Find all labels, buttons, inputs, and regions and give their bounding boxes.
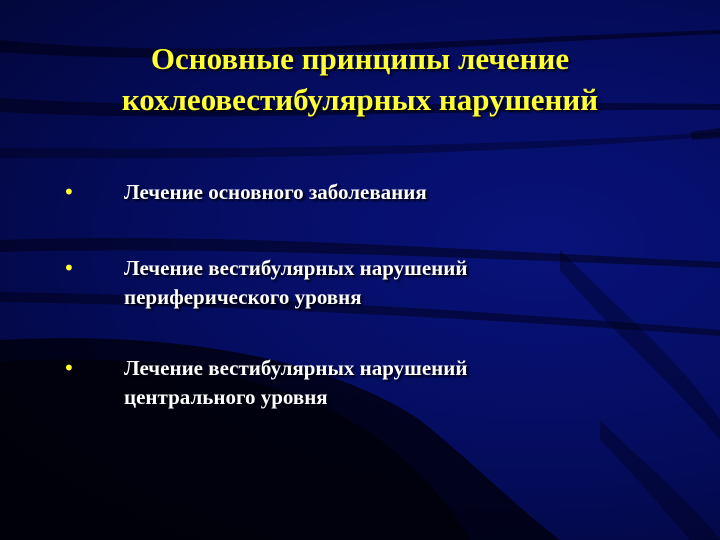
bullet-text — [124, 254, 624, 312]
bullet-marker: • — [63, 180, 75, 204]
bullet-text-line: Лечение основного заболевания — [124, 180, 427, 204]
bullet-text — [124, 178, 624, 207]
bullet-text-line: Лечение вестибулярных нарушений — [124, 256, 468, 280]
bullet-text-line: периферического уровня — [124, 285, 362, 309]
bullet-text-line: центрального уровня — [124, 385, 328, 409]
bullet-text-line: Лечение вестибулярных нарушений — [124, 356, 468, 380]
slide-title-line-1: Основные принципы лечение — [150, 41, 570, 76]
bullet-marker: • — [63, 256, 75, 280]
bullet-marker: • — [63, 356, 75, 380]
bullet-text — [124, 354, 624, 412]
slide-title-line-2: кохлеовестибулярных нарушений — [121, 82, 599, 117]
